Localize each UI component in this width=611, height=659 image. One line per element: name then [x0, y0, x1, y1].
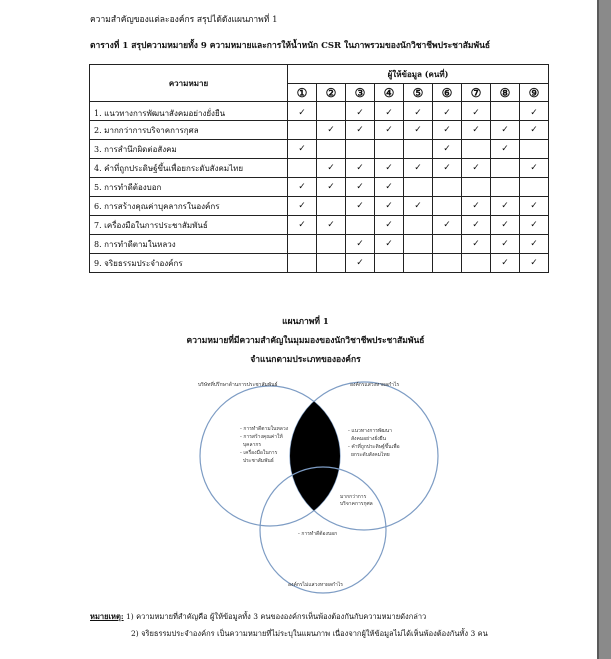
empty-cell [317, 197, 346, 216]
empty-cell [491, 159, 520, 178]
check-mark-icon: ✓ [433, 140, 462, 159]
informant-number-4: ④ [375, 84, 404, 102]
table-row [90, 102, 549, 121]
bottom-item: - การทำดีต้องบอก [298, 531, 338, 537]
table-row [90, 254, 549, 273]
meaning-label: 7. เครื่องมือในการประชาสัมพันธ์ [90, 216, 288, 235]
informant-number-2: ② [317, 84, 346, 102]
check-mark-icon: ✓ [288, 216, 317, 235]
empty-cell [404, 216, 433, 235]
empty-cell [375, 254, 404, 273]
empty-cell [462, 254, 491, 273]
check-mark-icon: ✓ [491, 216, 520, 235]
meaning-label: 3. การสำนึกผิดต่อสังคม [90, 140, 288, 159]
empty-cell [433, 197, 462, 216]
check-mark-icon: ✓ [317, 121, 346, 140]
check-mark-icon: ✓ [491, 121, 520, 140]
check-mark-icon: ✓ [462, 102, 491, 121]
left-item-3: บุคลากร [243, 442, 262, 448]
check-mark-icon: ✓ [346, 235, 375, 254]
right-item-1: - แนวทางการพัฒนา [348, 428, 392, 434]
note-2: 2) จริยธรรมประจำองค์กร เป็นความหมายที่ไม่ระบุในแผนภาพ เนื่องจากผู้ให้ข้อมูลไม่ได้เห็นพ้องต้องกันทั้ง 3 คน [131, 629, 488, 638]
informant-number-3: ③ [346, 84, 375, 102]
informant-number-5: ⑤ [404, 84, 433, 102]
check-mark-icon: ✓ [433, 216, 462, 235]
check-mark-icon: ✓ [520, 159, 549, 178]
figure-subtitle: จำแนกตามประเภทขององค์กร [250, 355, 361, 365]
empty-cell [520, 178, 549, 197]
check-mark-icon: ✓ [375, 197, 404, 216]
empty-cell [491, 178, 520, 197]
empty-cell [346, 216, 375, 235]
informant-number-1: ① [288, 84, 317, 102]
check-mark-icon: ✓ [462, 121, 491, 140]
meaning-label: 2. มากกว่าการบริจาคการกุศล [90, 121, 288, 140]
empty-cell [317, 140, 346, 159]
meaning-label: 6. การสร้างคุณค่าบุคลากรในองค์กร [90, 197, 288, 216]
right-item-3: - คำที่ถูกประดิษฐ์ขึ้นเพื่อ [348, 444, 400, 450]
informant-number-8: ⑧ [491, 84, 520, 102]
check-mark-icon: ✓ [346, 102, 375, 121]
meaning-label: 8. การทำดีตามในหลวง [90, 235, 288, 254]
check-mark-icon: ✓ [375, 121, 404, 140]
informant-group-header: ผู้ให้ข้อมูล (คนที่) [288, 65, 549, 84]
informant-number-6: ⑥ [433, 84, 462, 102]
right-circle-label: องค์กรแสวงหาผลกำไร [350, 382, 400, 388]
check-mark-icon: ✓ [520, 102, 549, 121]
check-mark-icon: ✓ [317, 178, 346, 197]
note-1-text: 1) ความหมายที่สำคัญคือ ผู้ให้ข้อมูลทั้ง 3 คนขององค์กรเห็นพ้องต้องกันกับความหมายดังกล่าว [123, 612, 427, 621]
empty-cell [404, 235, 433, 254]
check-mark-icon: ✓ [462, 197, 491, 216]
meaning-label: 9. จริยธรรมประจำองค์กร [90, 254, 288, 273]
check-mark-icon: ✓ [346, 159, 375, 178]
check-mark-icon: ✓ [520, 121, 549, 140]
check-mark-icon: ✓ [433, 159, 462, 178]
venn-diagram [180, 378, 450, 594]
check-mark-icon: ✓ [404, 159, 433, 178]
empty-cell [404, 178, 433, 197]
check-mark-icon: ✓ [346, 178, 375, 197]
figure-label: แผนภาพที่ 1 [282, 317, 329, 327]
table-caption: ตารางที่ 1 สรุปความหมายทั้ง 9 ความหมายและการให้น้ำหนัก CSR ในภาพรวมของนักวิชาชีพประชาสัมพันธ์ [90, 41, 491, 51]
table-row [90, 159, 549, 178]
table-row [90, 197, 549, 216]
check-mark-icon: ✓ [404, 121, 433, 140]
check-mark-icon: ✓ [375, 178, 404, 197]
center-item-line1: มากกว่าการ [340, 494, 367, 500]
table-row [90, 140, 549, 159]
left-item-5: ประชาสัมพันธ์ [243, 458, 274, 464]
meaning-label: 5. การทำดีต้องบอก [90, 178, 288, 197]
table-row [90, 121, 549, 140]
meaning-label: 4. คำที่ถูกประดิษฐ์ขึ้นเพื่อยกระดับสังคมไทย [90, 159, 288, 178]
figure-title: ความหมายที่มีความสำคัญในมุมมองของนักวิชาชีพประชาสัมพันธ์ [186, 336, 425, 346]
check-mark-icon: ✓ [520, 235, 549, 254]
check-mark-icon: ✓ [375, 216, 404, 235]
check-mark-icon: ✓ [346, 197, 375, 216]
check-mark-icon: ✓ [433, 102, 462, 121]
empty-cell [462, 140, 491, 159]
check-mark-icon: ✓ [288, 197, 317, 216]
informant-number-7: ⑦ [462, 84, 491, 102]
empty-cell [433, 254, 462, 273]
intro-text: ความสำคัญของแต่ละองค์กร สรุปได้ดังแผนภาพที่ 1 [90, 15, 278, 25]
empty-cell [288, 159, 317, 178]
right-item-2: สังคมอย่างยั่งยืน [351, 436, 387, 442]
empty-cell [491, 102, 520, 121]
check-mark-icon: ✓ [346, 121, 375, 140]
empty-cell [433, 235, 462, 254]
check-mark-icon: ✓ [375, 102, 404, 121]
center-item-line2: บริจาคการกุศล [340, 501, 373, 507]
empty-cell [317, 102, 346, 121]
check-mark-icon: ✓ [375, 235, 404, 254]
left-item-4: - เครื่องมือในการ [240, 450, 278, 456]
check-mark-icon: ✓ [491, 140, 520, 159]
empty-cell [404, 254, 433, 273]
check-mark-icon: ✓ [346, 254, 375, 273]
empty-cell [346, 140, 375, 159]
empty-cell [317, 235, 346, 254]
left-circle-label: บริษัทที่ปรึกษาด้านการประชาสัมพันธ์ [198, 382, 278, 388]
check-mark-icon: ✓ [462, 216, 491, 235]
empty-cell [375, 140, 404, 159]
left-item-2: - การสร้างคุณค่าให้ [240, 434, 283, 440]
check-mark-icon: ✓ [520, 254, 549, 273]
check-mark-icon: ✓ [520, 216, 549, 235]
viewer-scroll-gutter[interactable] [599, 0, 611, 659]
check-mark-icon: ✓ [520, 197, 549, 216]
note-1 [90, 611, 426, 623]
empty-cell [462, 178, 491, 197]
table-row [90, 235, 549, 254]
check-mark-icon: ✓ [404, 102, 433, 121]
meaning-header: ความหมาย [90, 65, 288, 102]
table-row [90, 178, 549, 197]
check-mark-icon: ✓ [491, 197, 520, 216]
bottom-circle-label: องค์กรไม่แสวงหาผลกำไร [288, 582, 343, 588]
empty-cell [317, 254, 346, 273]
note-label: หมายเหตุ: [90, 612, 124, 621]
check-mark-icon: ✓ [288, 140, 317, 159]
check-mark-icon: ✓ [462, 235, 491, 254]
check-mark-icon: ✓ [491, 235, 520, 254]
left-item-1: - การทำดีตามในหลวง [240, 426, 289, 432]
table-row [90, 216, 549, 235]
check-mark-icon: ✓ [404, 197, 433, 216]
check-mark-icon: ✓ [433, 121, 462, 140]
meaning-table [89, 64, 549, 273]
check-mark-icon: ✓ [288, 178, 317, 197]
empty-cell [433, 178, 462, 197]
table-body [90, 102, 549, 273]
empty-cell [288, 254, 317, 273]
informant-number-9: ⑨ [520, 84, 549, 102]
empty-cell [288, 121, 317, 140]
check-mark-icon: ✓ [462, 159, 491, 178]
right-item-4: ยกระดับสังคมไทย [351, 452, 390, 458]
check-mark-icon: ✓ [317, 216, 346, 235]
empty-cell [520, 140, 549, 159]
check-mark-icon: ✓ [317, 159, 346, 178]
empty-cell [404, 140, 433, 159]
check-mark-icon: ✓ [375, 159, 404, 178]
check-mark-icon: ✓ [491, 254, 520, 273]
empty-cell [288, 235, 317, 254]
check-mark-icon: ✓ [288, 102, 317, 121]
meaning-label: 1. แนวทางการพัฒนาสังคมอย่างยั่งยืน [90, 102, 288, 121]
